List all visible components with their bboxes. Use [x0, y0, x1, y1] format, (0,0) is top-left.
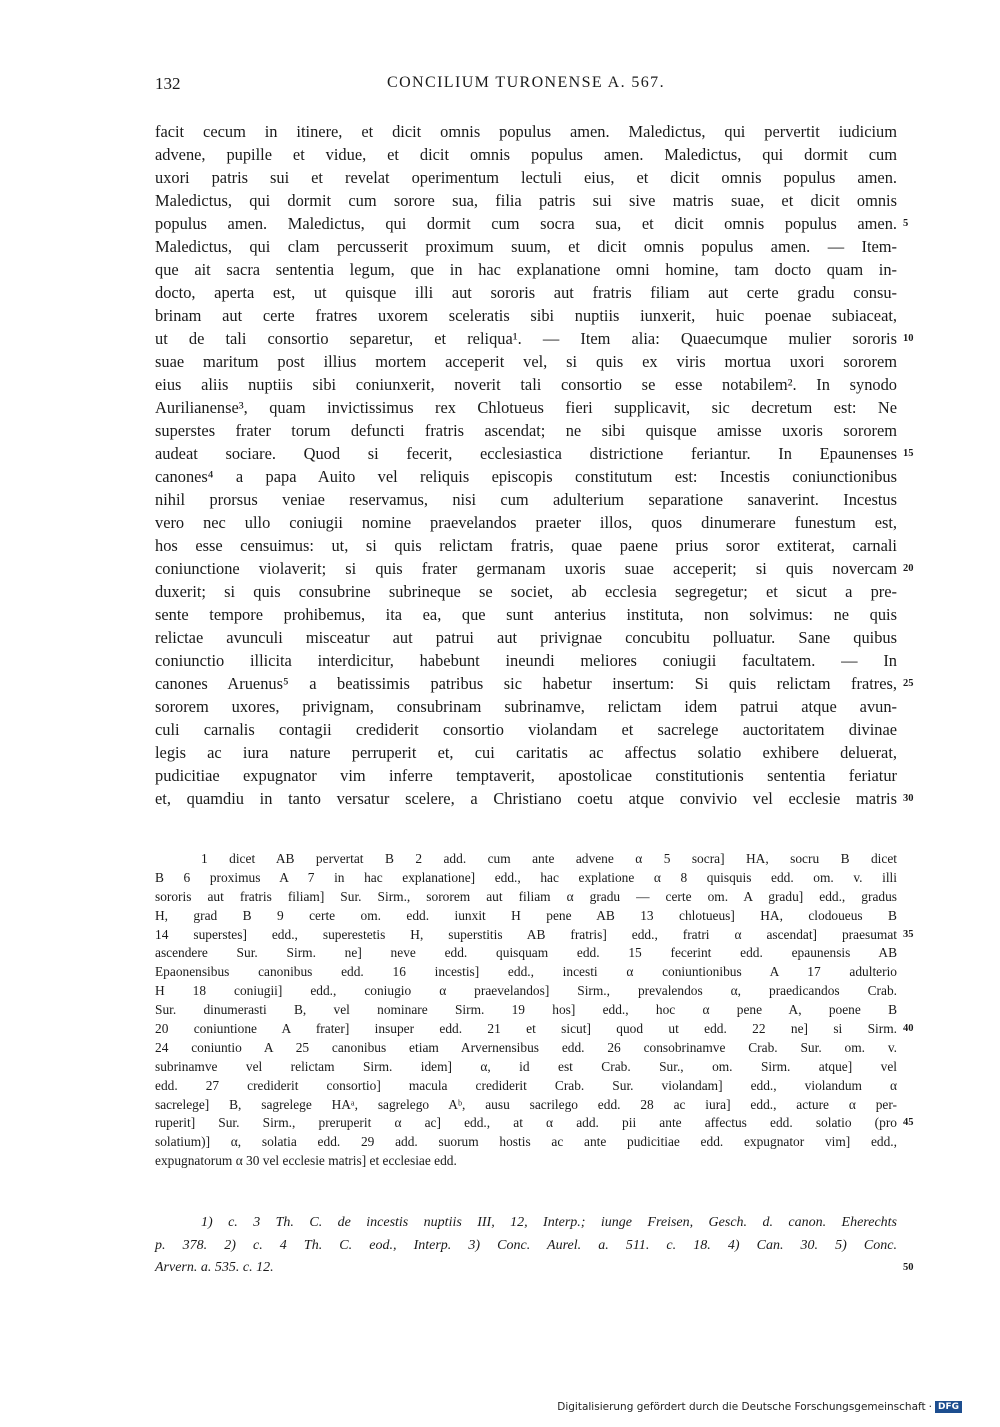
text-line: Maledictus, qui dormit cum sorore sua, filia patris sui sive matris suae, et dicit omnis [155, 191, 897, 210]
text-line: legis ac iura nature perruperit et, cui caritatis ac affectus solatio exhibere deluerat, [155, 743, 897, 762]
footnote-line-content: Arvern. a. 535. c. 12. [155, 1260, 274, 1275]
apparatus-line: 1 dicet AB pervertat B 2 add. cum ante advene α 5 socra] HA, socru B dicet [201, 851, 897, 866]
line-number: 25 [903, 678, 914, 689]
line-number: 50 [903, 1262, 914, 1273]
footnote-line: 1) c. 3 Th. C. de incestis nuptiis III, 12, Interp.; iunge Freisen, Gesch. d. canon. Eherechts [201, 1215, 897, 1230]
line-number: 5 [903, 218, 909, 229]
text-line [155, 787, 914, 810]
apparatus-line [155, 1114, 914, 1133]
apparatus-line-content: 14 superstes] edd., superestetis H, superstitis AB fratris] edd., fratri α ascendat] praesumat [155, 926, 897, 942]
text-line-content: audeat sociare. Quod si fecerit, ecclesiastica districtione feriantur. In Epaunenses [155, 444, 897, 463]
apparatus-line: subrinamve vel relictam Sirm. idem] α, id est Crab. Sur., om. Sirm. atque] vel [155, 1058, 897, 1074]
credit-text: Digitalisierung gefördert durch die Deutsche Forschungsgemeinschaft [557, 1401, 926, 1413]
apparatus-line [155, 1020, 914, 1039]
apparatus-line-content: ruperit] Sur. Sirm., preruperit α ac] edd., at α add. pii ante affectus edd. solatio (pro [155, 1115, 897, 1131]
apparatus-line: solatium)] α, solatia edd. 29 add. suorum hostis ac ante pudicitiae edd. expugnator vim] edd., [155, 1134, 897, 1150]
text-line [155, 327, 914, 350]
text-line: uxori patris sui et revelat operimentum lectuli eius, et dicit omnis populus amen. [155, 168, 897, 187]
line-number: 30 [903, 793, 914, 804]
running-title: CONCILIUM TURONENSE A. 567. [387, 74, 665, 91]
text-line: hos esse censuimus: ut, si quis relictam fratris, quae paene prius soror extiterat, carnali [155, 536, 897, 555]
text-line [155, 557, 914, 580]
line-number: 45 [903, 1117, 914, 1129]
dfg-logo-icon: DFG [935, 1401, 962, 1413]
apparatus-line: sacrelege] B, sagrelege HAᵃ, sagrelego Aᵇ, ausu sacrilego edd. 28 ac iura] edd., acture α per- [155, 1096, 897, 1112]
text-line: coniunctio illicita interdicitur, habebunt ineundi meliores coniugii facultatem. — In [155, 651, 897, 670]
apparatus-line: Epaonensibus canonibus edd. 16 incestis] edd., incesti α coniuntionibus A 17 adulterio [155, 964, 897, 980]
text-line: facit cecum in itinere, et dicit omnis populus amen. Maledictus, qui pervertit iudicium [155, 122, 897, 141]
apparatus-line: H, grad B 9 certe om. edd. iunxit H pene AB 13 chlotueus] HA, clodoueus B [155, 907, 897, 923]
apparatus-line: Sur. dinumerasti B, vel nominare Sirm. 19 hos] edd., hoc α pene A, poene B [155, 1002, 897, 1018]
text-line: suae maritum post illius mortem acceperit vel, si quis ex viris mortua uxori sororem [155, 352, 897, 371]
text-line-content: ut de tali consortio separetur, et reliqua¹. — Item alia: Quaecumque mulier sororis [155, 329, 897, 348]
text-line: docto, aperta est, ut quisque illi aut sororis aut fratris filiam aut certe gradu consu- [155, 283, 897, 302]
text-line: sente tempore prohibemus, ita ea, que sunt anterius instituta, non solvimus: ne quis [155, 605, 897, 624]
text-line: brinam aut certe fratres uxorem sceleratis sibi nuptiis iunxerit, huic poenae subiaceat, [155, 306, 897, 325]
apparatus-line: sororis aut fratris filiam] Sur. Sirm., sororem aut filiam α gradu — certe om. A gradu] edd., gradus [155, 888, 897, 904]
main-text [155, 120, 914, 810]
text-line: que ait sacra sententia legum, que in hac explanatione omni homine, tam docto quam in- [155, 260, 897, 279]
page-header [155, 74, 897, 100]
apparatus-line: 24 coniuntio A 25 canonibus etiam Arvernensibus edd. 26 consobrinamve Crab. Sur. om. v. [155, 1039, 897, 1055]
apparatus-line: expugnatorum α 30 vel ecclesie matris] et ecclesiae edd. [155, 1153, 457, 1169]
text-line: sororem uxores, privignam, consubrinam subrinamve, relictam idem patrui atque avun- [155, 697, 897, 716]
text-line [155, 442, 914, 465]
text-line: Aurilianense³, quam invictissimus rex Chlotueus fieri supplicavit, sic decretum est: Ne [155, 398, 897, 417]
line-number: 15 [903, 448, 914, 459]
text-line-content: et, quamdiu in tanto versatur scelere, a Christiano coetu atque convivio vel ecclesie matris [155, 789, 897, 808]
text-line: canones⁴ a papa Auito vel reliquis episcopis constitutum est: Incestis coniunctionibus [155, 467, 897, 486]
credit-separator: · [928, 1401, 932, 1413]
apparatus-line [155, 926, 914, 945]
apparatus-line-content: 20 coniuntione A frater] insuper edd. 21 et sicut] quod ut edd. 22 ne] si Sirm. [155, 1021, 897, 1037]
footnote-line: p. 378. 2) c. 4 Th. C. eod., Interp. 3) Conc. Aurel. a. 511. c. 18. 4) Can. 30. 5) Conc. [155, 1237, 897, 1253]
line-number: 35 [903, 928, 914, 940]
text-line: culi carnalis contagii crediderit consortio violandam et sacrelege auctoritatem divinae [155, 720, 897, 739]
page-number: 132 [155, 74, 181, 93]
text-line: pudicitiae expugnator vim inferre temptaverit, apostolicae constitutionis sententia feriatur [155, 766, 897, 785]
text-line [155, 212, 909, 235]
line-number: 20 [903, 563, 914, 574]
text-line: duxerit; si quis consubrine subrineque se societ, ab ecclesia segregetur; et sicut a pre- [155, 582, 897, 601]
critical-apparatus [155, 850, 914, 1171]
text-line: eius aliis nuptiis sibi coniunxerit, noverit tali consortio se esse notabilem². In synodo [155, 375, 897, 394]
text-line [155, 672, 914, 695]
text-line-content: populus amen. Maledictus, qui dormit cum socra sua, et dicit omnis populus amen. [155, 214, 897, 233]
text-line-content: coniunctione violaverit; si quis frater germanam uxoris suae acceperit; si quis novercam [155, 559, 897, 578]
text-line-content: canones Aruenus⁵ a beatissimis patribus sic habetur insertum: Si quis relictam fratres, [155, 674, 897, 693]
line-number: 40 [903, 1023, 914, 1035]
apparatus-line: H 18 coniugii] edd., coniugio α praevelandos] Sirm., prevalendos α, praedicandos Crab. [155, 983, 897, 999]
line-number: 10 [903, 333, 914, 344]
apparatus-line: edd. 27 crediderit consortio] macula crediderit Crab. Sur. violandam] edd., violandum α [155, 1077, 897, 1093]
text-line: vero nec ullo coniugii nomine praevelandos praeter illos, quos dinumerare funestum est, [155, 513, 897, 532]
apparatus-line: B 6 proximus A 7 in hac explanatione] edd., hac explatione α 8 quisquis edd. om. v. illi [155, 869, 897, 885]
apparatus-line: ascendere Sur. Sirm. ne] neve edd. quisquam edd. 15 fecerint edd. epaunensis AB [155, 945, 897, 961]
text-line: superstes frater torum defuncti fratris ascendat; ne sibi quisque amisse uxoris sororem [155, 421, 897, 440]
text-line: Maledictus, qui clam percusserit proximum suum, et dicit omnis populus amen. — Item- [155, 237, 897, 256]
text-line: nihil prorsus veniae reservamus, nisi cum adulterium separatione sanaverint. Incestus [155, 490, 897, 509]
footnotes [155, 1212, 914, 1280]
footnote-line [155, 1257, 914, 1280]
text-line: advene, pupille et vidue, et dicit omnis populus amen. Maledictus, qui dormit cum [155, 145, 897, 164]
text-line: relictae avunculi misceatur aut patrui aut privignae concubitu polluatur. Sane quibus [155, 628, 897, 647]
digitization-credit [557, 1399, 962, 1415]
